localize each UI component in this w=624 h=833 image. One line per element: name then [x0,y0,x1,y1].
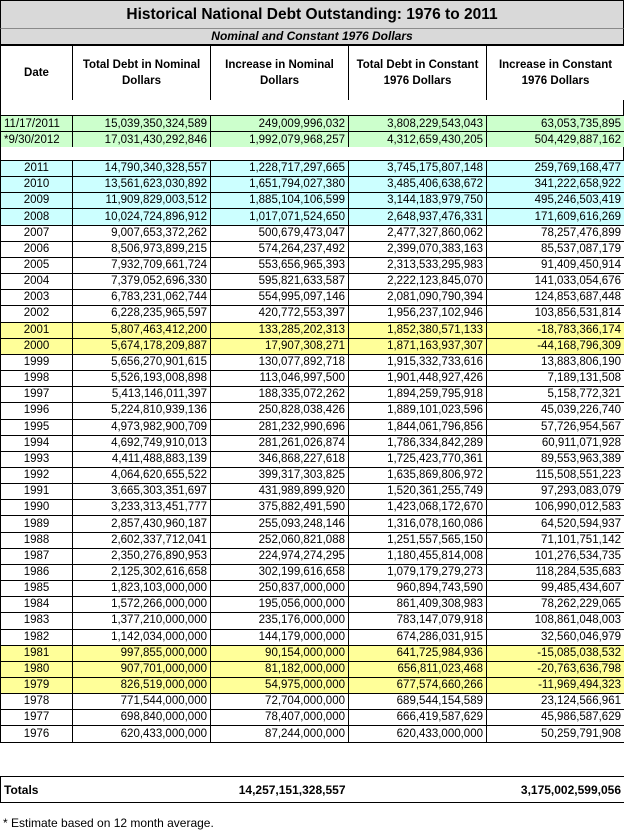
date-cell: 11/17/2011 [1,116,73,132]
total-constant-cell: 1,852,380,571,133 [349,322,487,338]
year-cell: 1995 [1,419,73,435]
total-constant-cell: 960,894,743,590 [349,581,487,597]
total-nominal-cell: 10,024,724,896,912 [73,209,211,225]
total-nominal-cell: 6,228,235,965,597 [73,306,211,322]
total-constant-cell: 4,312,659,430,205 [349,132,487,148]
year-cell: 2000 [1,338,73,354]
increase-constant-cell: 78,262,229,065 [487,597,624,613]
increase-constant-cell: 7,189,131,508 [487,371,624,387]
increase-nominal-cell: 281,261,026,874 [211,435,349,451]
increase-constant-cell: 5,158,772,321 [487,387,624,403]
table-row [1,403,624,419]
year-cell: 2006 [1,241,73,257]
increase-constant-cell: -15,085,038,532 [487,645,624,661]
estimate-row [1,116,624,132]
header-date: Date [1,46,73,101]
table-row [1,629,624,645]
total-nominal-cell: 7,379,052,696,330 [73,274,211,290]
header-total-constant: Total Debt in Constant 1976 Dollars [349,46,487,101]
increase-constant-cell: 89,553,963,389 [487,451,624,467]
year-cell: 1978 [1,694,73,710]
total-nominal-cell: 771,544,000,000 [73,694,211,710]
year-cell: 1979 [1,678,73,694]
table-row [1,484,624,500]
total-constant-cell: 1,786,334,842,289 [349,435,487,451]
table-row [1,371,624,387]
table-row [1,290,624,306]
increase-constant-cell: 259,769,168,477 [487,161,624,177]
increase-nominal-cell: 78,407,000,000 [211,710,349,726]
increase-constant-cell: 63,053,735,895 [487,116,624,132]
increase-nominal-cell: 252,060,821,088 [211,532,349,548]
year-cell: 2005 [1,257,73,273]
table-row [1,435,624,451]
increase-nominal-cell: 1,885,104,106,599 [211,193,349,209]
increase-constant-cell: 115,508,551,223 [487,467,624,483]
total-nominal-cell: 907,701,000,000 [73,661,211,677]
year-cell: 1992 [1,467,73,483]
total-nominal-cell: 997,855,000,000 [73,645,211,661]
total-nominal-cell: 1,572,266,000,000 [73,597,211,613]
total-nominal-cell: 15,039,350,324,589 [73,116,211,132]
table-row [1,419,624,435]
increase-constant-cell: 13,883,806,190 [487,354,624,370]
totals-increase-constant: 3,175,002,599,056 [487,777,624,803]
year-cell: 1993 [1,451,73,467]
year-cell: 1998 [1,371,73,387]
increase-constant-cell: -18,783,366,174 [487,322,624,338]
total-nominal-cell: 2,125,302,616,658 [73,564,211,580]
increase-nominal-cell: 1,228,717,297,665 [211,161,349,177]
total-constant-cell: 1,915,332,733,616 [349,354,487,370]
total-constant-cell: 3,808,229,543,043 [349,116,487,132]
increase-constant-cell: 108,861,048,003 [487,613,624,629]
total-constant-cell: 620,433,000,000 [349,726,487,742]
total-nominal-cell: 3,665,303,351,697 [73,484,211,500]
increase-constant-cell: 45,986,587,629 [487,710,624,726]
increase-constant-cell: 71,101,751,142 [487,532,624,548]
table-row [1,241,624,257]
year-cell: 2002 [1,306,73,322]
history-table [0,160,624,743]
table-subtitle: Nominal and Constant 1976 Dollars [0,28,624,45]
total-constant-cell: 1,079,179,279,273 [349,564,487,580]
total-nominal-cell: 5,224,810,939,136 [73,403,211,419]
total-constant-cell: 2,222,123,845,070 [349,274,487,290]
increase-nominal-cell: 188,335,072,262 [211,387,349,403]
table-row [1,209,624,225]
total-nominal-cell: 1,142,034,000,000 [73,629,211,645]
year-cell: 2011 [1,161,73,177]
year-cell: 2009 [1,193,73,209]
year-cell: 1994 [1,435,73,451]
table-row [1,338,624,354]
total-constant-cell: 674,286,031,915 [349,629,487,645]
total-nominal-cell: 11,909,829,003,512 [73,193,211,209]
total-constant-cell: 677,574,660,266 [349,678,487,694]
table-row [1,645,624,661]
total-constant-cell: 2,313,533,295,983 [349,257,487,273]
year-cell: 1982 [1,629,73,645]
total-nominal-cell: 1,823,103,000,000 [73,581,211,597]
year-cell: 1997 [1,387,73,403]
table-row [1,467,624,483]
total-constant-cell: 666,419,587,629 [349,710,487,726]
increase-nominal-cell: 235,176,000,000 [211,613,349,629]
increase-constant-cell: -20,763,636,798 [487,661,624,677]
increase-constant-cell: 50,259,791,908 [487,726,624,742]
increase-nominal-cell: 302,199,616,658 [211,564,349,580]
increase-nominal-cell: 553,656,965,393 [211,257,349,273]
increase-nominal-cell: 17,907,308,271 [211,338,349,354]
year-cell: 1996 [1,403,73,419]
increase-constant-cell: 103,856,531,814 [487,306,624,322]
total-constant-cell: 1,520,361,255,749 [349,484,487,500]
increase-constant-cell: 85,537,087,179 [487,241,624,257]
header-increase-nominal: Increase in Nominal Dollars [211,46,349,101]
year-cell: 1983 [1,613,73,629]
total-nominal-cell: 4,973,982,900,709 [73,419,211,435]
increase-constant-cell: 23,124,566,961 [487,694,624,710]
increase-nominal-cell: 346,868,227,618 [211,451,349,467]
total-constant-cell: 1,871,163,937,307 [349,338,487,354]
year-cell: 1981 [1,645,73,661]
table-row [1,726,624,742]
year-cell: 1988 [1,532,73,548]
total-nominal-cell: 620,433,000,000 [73,726,211,742]
table-row [1,581,624,597]
total-nominal-cell: 14,790,340,328,557 [73,161,211,177]
total-constant-cell: 2,477,327,860,062 [349,225,487,241]
total-constant-cell: 1,844,061,796,856 [349,419,487,435]
increase-nominal-cell: 574,264,237,492 [211,241,349,257]
increase-nominal-cell: 1,651,794,027,380 [211,177,349,193]
totals-table [0,776,624,803]
total-constant-cell: 861,409,308,983 [349,597,487,613]
increase-constant-cell: 57,726,954,567 [487,419,624,435]
table-row [1,322,624,338]
table-row [1,710,624,726]
increase-nominal-cell: 399,317,303,825 [211,467,349,483]
total-nominal-cell: 2,602,337,712,041 [73,532,211,548]
total-nominal-cell: 5,656,270,901,615 [73,354,211,370]
increase-nominal-cell: 500,679,473,047 [211,225,349,241]
year-cell: 1976 [1,726,73,742]
total-constant-cell: 3,485,406,638,672 [349,177,487,193]
increase-constant-cell: 124,853,687,448 [487,290,624,306]
total-nominal-cell: 5,674,178,209,887 [73,338,211,354]
increase-constant-cell: 118,284,535,683 [487,564,624,580]
increase-nominal-cell: 375,882,491,590 [211,500,349,516]
total-constant-cell: 2,399,070,383,163 [349,241,487,257]
table-row [1,678,624,694]
increase-nominal-cell: 420,772,553,397 [211,306,349,322]
year-cell: 1990 [1,500,73,516]
year-cell: 2008 [1,209,73,225]
increase-nominal-cell: 249,009,996,032 [211,116,349,132]
increase-constant-cell: 91,409,450,914 [487,257,624,273]
increase-constant-cell: 101,276,534,735 [487,548,624,564]
total-nominal-cell: 9,007,653,372,262 [73,225,211,241]
increase-constant-cell: 504,429,887,162 [487,132,624,148]
total-nominal-cell: 5,526,193,008,898 [73,371,211,387]
total-nominal-cell: 698,840,000,000 [73,710,211,726]
total-constant-cell: 1,180,455,814,008 [349,548,487,564]
header-total-nominal: Total Debt in Nominal Dollars [73,46,211,101]
total-constant-cell: 1,423,068,172,670 [349,500,487,516]
increase-nominal-cell: 87,244,000,000 [211,726,349,742]
column-header-table [0,45,624,101]
increase-constant-cell: 97,293,083,079 [487,484,624,500]
total-nominal-cell: 13,561,623,030,892 [73,177,211,193]
increase-constant-cell: 495,246,503,419 [487,193,624,209]
total-constant-cell: 3,745,175,807,148 [349,161,487,177]
total-constant-cell: 641,725,984,936 [349,645,487,661]
table-row [1,225,624,241]
increase-nominal-cell: 595,821,633,587 [211,274,349,290]
total-constant-cell: 1,725,423,770,361 [349,451,487,467]
total-nominal-cell: 4,064,620,655,522 [73,467,211,483]
year-cell: 2004 [1,274,73,290]
total-nominal-cell: 5,807,463,412,200 [73,322,211,338]
year-cell: 1984 [1,597,73,613]
estimate-table [0,115,624,148]
total-constant-cell: 689,544,154,589 [349,694,487,710]
table-row [1,661,624,677]
total-constant-cell: 783,147,079,918 [349,613,487,629]
increase-constant-cell: 141,033,054,676 [487,274,624,290]
increase-nominal-cell: 90,154,000,000 [211,645,349,661]
table-row [1,257,624,273]
table-row [1,564,624,580]
total-nominal-cell: 826,519,000,000 [73,678,211,694]
table-row [1,500,624,516]
table-row [1,387,624,403]
totals-empty [349,777,487,803]
date-cell: *9/30/2012 [1,132,73,148]
year-cell: 1989 [1,516,73,532]
estimate-row [1,132,624,148]
increase-constant-cell: 32,560,046,979 [487,629,624,645]
year-cell: 1985 [1,581,73,597]
table-row [1,161,624,177]
total-nominal-cell: 5,413,146,011,397 [73,387,211,403]
increase-constant-cell: -11,969,494,323 [487,678,624,694]
total-constant-cell: 3,144,183,979,750 [349,193,487,209]
table-row [1,451,624,467]
increase-nominal-cell: 72,704,000,000 [211,694,349,710]
year-cell: 1991 [1,484,73,500]
increase-constant-cell: -44,168,796,309 [487,338,624,354]
total-nominal-cell: 17,031,430,292,846 [73,132,211,148]
table-title: Historical National Debt Outstanding: 1976 to 2011 [0,0,624,28]
total-constant-cell: 1,901,448,927,426 [349,371,487,387]
increase-nominal-cell: 195,056,000,000 [211,597,349,613]
total-nominal-cell: 4,411,488,883,139 [73,451,211,467]
header-increase-constant: Increase in Constant 1976 Dollars [487,46,624,101]
increase-nominal-cell: 224,974,274,295 [211,548,349,564]
year-cell: 1980 [1,661,73,677]
increase-constant-cell: 106,990,012,583 [487,500,624,516]
increase-nominal-cell: 431,989,899,920 [211,484,349,500]
total-constant-cell: 656,811,023,468 [349,661,487,677]
table-row [1,597,624,613]
increase-constant-cell: 171,609,616,269 [487,209,624,225]
totals-label: Totals [1,777,73,803]
total-nominal-cell: 2,350,276,890,953 [73,548,211,564]
year-cell: 2003 [1,290,73,306]
total-constant-cell: 1,251,557,565,150 [349,532,487,548]
year-cell: 1999 [1,354,73,370]
total-nominal-cell: 4,692,749,910,013 [73,435,211,451]
total-constant-cell: 2,648,937,476,331 [349,209,487,225]
total-nominal-cell: 8,506,973,899,215 [73,241,211,257]
increase-constant-cell: 60,911,071,928 [487,435,624,451]
increase-nominal-cell: 144,179,000,000 [211,629,349,645]
total-nominal-cell: 6,783,231,062,744 [73,290,211,306]
header-row [1,46,624,101]
increase-nominal-cell: 250,837,000,000 [211,581,349,597]
total-constant-cell: 1,316,078,160,086 [349,516,487,532]
table-row [1,532,624,548]
total-nominal-cell: 7,932,709,661,724 [73,257,211,273]
total-constant-cell: 1,894,259,795,918 [349,387,487,403]
spacer-row [0,147,624,160]
table-row [1,306,624,322]
total-nominal-cell: 1,377,210,000,000 [73,613,211,629]
year-cell: 2010 [1,177,73,193]
increase-nominal-cell: 250,828,038,426 [211,403,349,419]
table-row [1,193,624,209]
year-cell: 1977 [1,710,73,726]
total-constant-cell: 2,081,090,790,394 [349,290,487,306]
table-row [1,548,624,564]
footnote: * Estimate based on 12 month average. [3,816,214,830]
increase-nominal-cell: 281,232,990,696 [211,419,349,435]
increase-nominal-cell: 1,992,079,968,257 [211,132,349,148]
increase-nominal-cell: 130,077,892,718 [211,354,349,370]
year-cell: 2007 [1,225,73,241]
spacer-row [0,100,624,115]
year-cell: 1986 [1,564,73,580]
increase-nominal-cell: 554,995,097,146 [211,290,349,306]
total-constant-cell: 1,889,101,023,596 [349,403,487,419]
totals-empty [73,777,211,803]
table-row [1,694,624,710]
totals-increase-nominal: 14,257,151,328,557 [211,777,349,803]
totals-row [1,777,624,803]
year-cell: 2001 [1,322,73,338]
table-row [1,177,624,193]
total-nominal-cell: 3,233,313,451,777 [73,500,211,516]
increase-nominal-cell: 113,046,997,500 [211,371,349,387]
increase-constant-cell: 99,485,434,607 [487,581,624,597]
table-row [1,354,624,370]
increase-nominal-cell: 81,182,000,000 [211,661,349,677]
increase-constant-cell: 341,222,658,922 [487,177,624,193]
table-row [1,516,624,532]
table-row [1,613,624,629]
total-nominal-cell: 2,857,430,960,187 [73,516,211,532]
increase-nominal-cell: 133,285,202,313 [211,322,349,338]
increase-constant-cell: 45,039,226,740 [487,403,624,419]
year-cell: 1987 [1,548,73,564]
total-constant-cell: 1,635,869,806,972 [349,467,487,483]
table-row [1,274,624,290]
increase-nominal-cell: 1,017,071,524,650 [211,209,349,225]
total-constant-cell: 1,956,237,102,946 [349,306,487,322]
increase-nominal-cell: 255,093,248,146 [211,516,349,532]
increase-nominal-cell: 54,975,000,000 [211,678,349,694]
increase-constant-cell: 78,257,476,899 [487,225,624,241]
increase-constant-cell: 64,520,594,937 [487,516,624,532]
